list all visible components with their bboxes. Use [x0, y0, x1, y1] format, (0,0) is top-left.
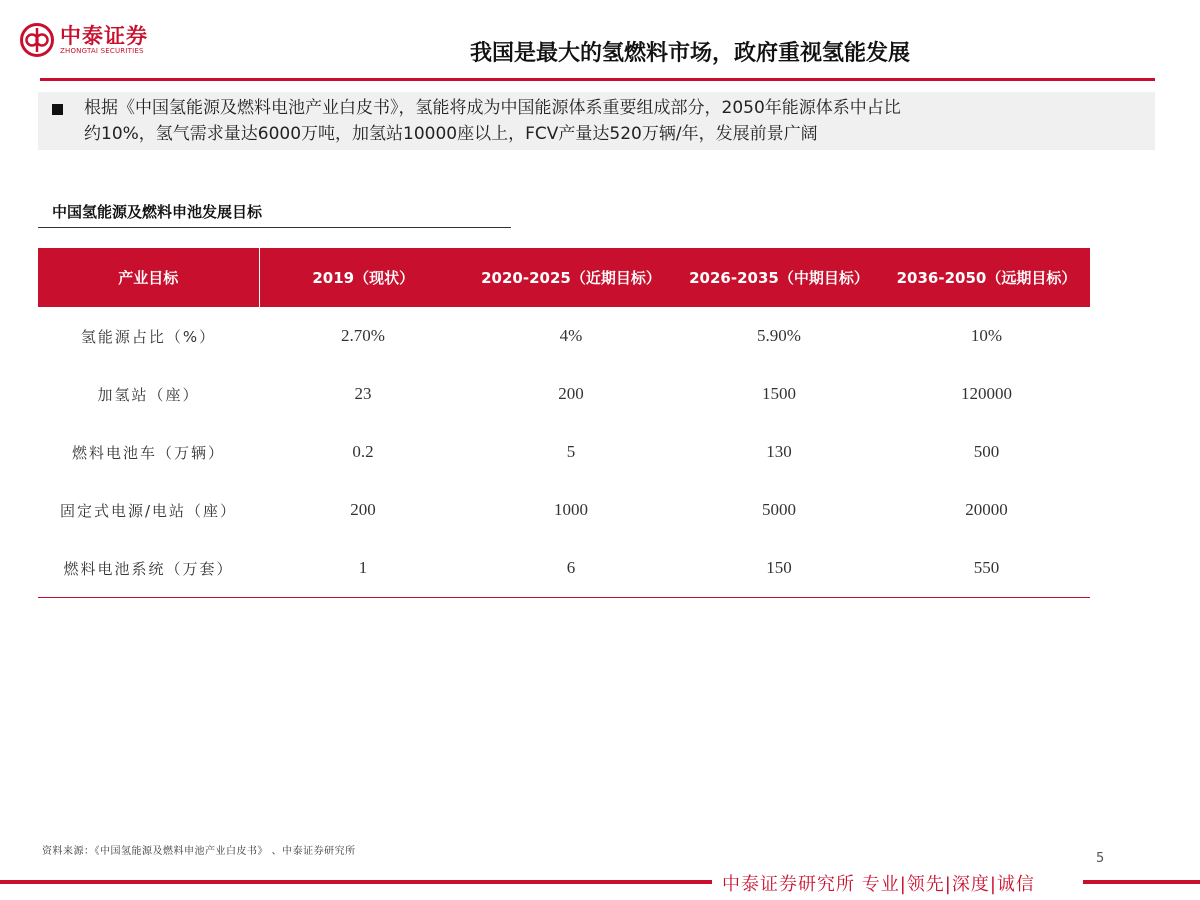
table-row	[38, 539, 1090, 598]
table-cell: 2.70%	[341, 326, 385, 345]
company-logo	[20, 22, 148, 58]
table-cell: 550	[883, 539, 1090, 598]
logo-english-name: ZHONGTAI SECURITIES	[60, 46, 144, 55]
header-industry-target: 产业目标	[38, 248, 259, 307]
development-targets-table	[38, 248, 1090, 598]
table-cell: 5000	[762, 500, 796, 519]
table-cell: 150	[675, 539, 883, 598]
row-label: 加氢站（座）	[97, 385, 200, 404]
zhongtai-logo-icon	[20, 23, 54, 57]
header-2019: 2019（现状）	[259, 248, 467, 307]
summary-text	[84, 95, 1144, 147]
table-cell: 0.2	[352, 442, 374, 461]
table-cell: 6	[467, 539, 675, 598]
table-cell: 1500	[762, 384, 796, 403]
table-cell: 120000	[961, 384, 1012, 403]
table-cell: 20000	[965, 500, 1008, 519]
table-cell: 1	[259, 539, 467, 598]
table-cell: 5	[566, 442, 576, 461]
header-2020-2025: 2020-2025（近期目标）	[467, 248, 675, 307]
table-row	[38, 365, 1090, 423]
table-cell: 200	[558, 384, 584, 403]
table-cell: 500	[973, 442, 1000, 461]
square-bullet-icon	[52, 104, 63, 115]
table-row	[38, 423, 1090, 481]
table-title-underline	[38, 227, 511, 228]
row-label: 固定式电源/电站（座）	[59, 501, 238, 520]
table-cell: 5.90%	[757, 326, 801, 345]
header-2036-2050: 2036-2050（远期目标）	[883, 248, 1090, 307]
table-cell: 200	[350, 500, 376, 519]
table-cell: 10%	[970, 326, 1003, 345]
table-cell: 23	[354, 384, 372, 403]
page-title: 我国是最大的氢燃料市场，政府重视氢能发展	[469, 41, 910, 66]
table-cell: 1000	[554, 500, 588, 519]
row-label: 氢能源占比（%）	[80, 327, 217, 346]
summary-box	[38, 92, 1155, 150]
header-2026-2035: 2026-2035（中期目标）	[675, 248, 883, 307]
source-note: 资料来源：《中国氢能源及燃料申池产业白皮书》 、中泰证券研究所	[42, 846, 356, 857]
footer-rule-left	[0, 880, 712, 884]
row-label: 燃料电池车（万辆）	[71, 443, 225, 462]
title-divider	[40, 78, 1155, 81]
page-number: 5	[1096, 851, 1105, 866]
table-row	[38, 481, 1090, 539]
footer-slogan: 中泰证券研究所 专业|领先|深度|诚信	[722, 874, 1035, 895]
footer-rule-right	[1083, 880, 1200, 884]
summary-line-2: 约10%，氢气需求量达6000万吨，加氢站10000座以上，FCV产量达520万辆/年，发展前景广阔	[84, 124, 818, 144]
logo-chinese-name: 中泰证券	[60, 23, 148, 48]
table-cell: 4%	[559, 326, 583, 345]
summary-line-1: 根据《中国氢能源及燃料电池产业白皮书》，氢能将成为中国能源体系重要组成部分，2050年能源体系中占比	[84, 98, 901, 118]
table-title: 中国氢能源及燃料申池发展目标	[52, 203, 263, 221]
row-label: 燃料电池系统（万套）	[38, 539, 259, 598]
table-row	[38, 307, 1090, 365]
table-header-row	[38, 248, 1090, 307]
table-cell: 130	[766, 442, 792, 461]
